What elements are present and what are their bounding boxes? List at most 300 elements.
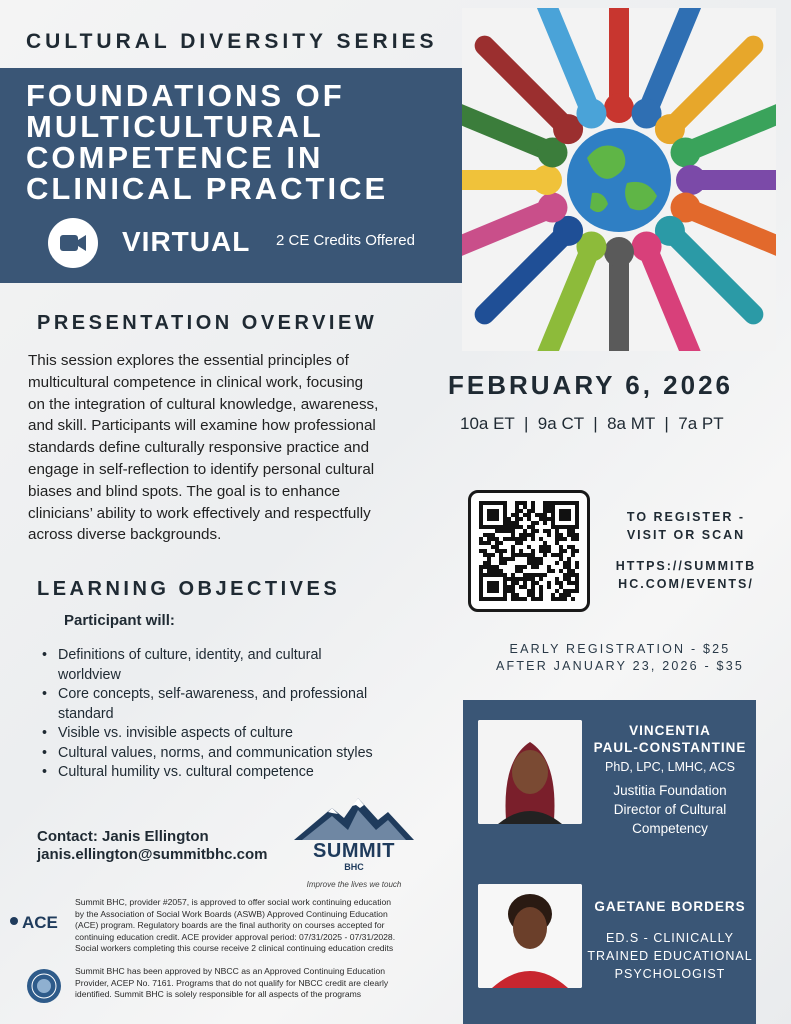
- register-line: TO REGISTER -: [626, 510, 746, 524]
- qr-module: [575, 533, 579, 537]
- qr-module: [499, 541, 503, 545]
- qr-module: [555, 589, 559, 593]
- overview-heading: PRESENTATION OVERVIEW: [37, 312, 378, 334]
- qr-module: [531, 553, 535, 557]
- qr-module: [547, 501, 551, 505]
- hand-palm: [632, 232, 662, 262]
- qr-module: [491, 569, 495, 573]
- item-line: • Cultural humility vs. cultural competence: [58, 764, 314, 780]
- qr-module: [555, 597, 559, 601]
- qr-module: [511, 529, 515, 533]
- qr-module: [515, 525, 519, 529]
- qr-module: [539, 589, 543, 593]
- qr-module: [515, 597, 519, 601]
- qr-module: [519, 569, 523, 573]
- qr-module: [551, 569, 555, 573]
- qr-module: [527, 577, 531, 581]
- qr-module: [519, 549, 523, 553]
- speaker-role: TRAINED EDUCATIONAL: [587, 949, 753, 963]
- speaker-role: Competency: [632, 821, 708, 836]
- qr-module: [519, 533, 523, 537]
- qr-module: [567, 561, 571, 565]
- qr-module: [487, 561, 491, 565]
- qr-module: [555, 581, 559, 585]
- qr-module: [503, 561, 507, 565]
- qr-module: [495, 549, 499, 553]
- qr-module: [531, 585, 535, 589]
- list-item: [40, 744, 400, 764]
- qr-module: [547, 505, 551, 509]
- speaker-name: VINCENTIA: [629, 723, 711, 738]
- qr-module: [563, 597, 567, 601]
- qr-module: [491, 565, 495, 569]
- qr-module: [511, 577, 515, 581]
- hand-palm: [676, 165, 706, 195]
- qr-finder-center: [487, 581, 499, 593]
- qr-module: [495, 537, 499, 541]
- qr-module: [487, 537, 491, 541]
- qr-module: [575, 589, 579, 593]
- qr-module: [547, 565, 551, 569]
- qr-module: [527, 533, 531, 537]
- qr-module: [559, 557, 563, 561]
- qr-module: [527, 517, 531, 521]
- qr-module: [531, 577, 535, 581]
- qr-module: [563, 549, 567, 553]
- qr-module: [539, 517, 543, 521]
- fine-line: (ACE) program. Regulatory boards are the final authority on courses accepted for: [75, 920, 385, 931]
- qr-module: [539, 561, 543, 565]
- qr-module: [535, 513, 539, 517]
- title-line: CLINICAL PRACTICE: [26, 171, 389, 206]
- qr-module: [539, 597, 543, 601]
- qr-module: [511, 585, 515, 589]
- overview-text: [28, 350, 428, 546]
- fine-line: continuing education credit. ACE provider approval period: 07/31/2025 - 07/31/2028.: [75, 931, 396, 942]
- objectives-list: [40, 646, 400, 783]
- qr-module: [575, 577, 579, 581]
- qr-module: [523, 537, 527, 541]
- hand-arm: [462, 107, 547, 150]
- qr-module: [531, 561, 535, 565]
- qr-module: [539, 537, 543, 541]
- qr-module: [547, 585, 551, 589]
- qr-module: [567, 569, 571, 573]
- qr-module: [507, 521, 511, 525]
- event-times: 10a ET | 9a CT | 8a MT | 7a PT: [460, 414, 724, 433]
- logo-sub: BHC: [344, 862, 364, 872]
- qr-module: [499, 561, 503, 565]
- qr-module: [559, 593, 563, 597]
- qr-module: [535, 529, 539, 533]
- late-price: AFTER JANUARY 23, 2026 - $35: [495, 659, 745, 673]
- qr-module: [567, 533, 571, 537]
- qr-module: [507, 585, 511, 589]
- qr-module: [499, 569, 503, 573]
- qr-module: [519, 565, 523, 569]
- qr-module: [515, 541, 519, 545]
- item-line: • Visible vs. invisible aspects of culture: [58, 725, 293, 741]
- overview-line: clinicians’ ability to work effectively and respectfully: [28, 504, 371, 522]
- qr-module: [523, 533, 527, 537]
- qr-module: [559, 537, 563, 541]
- qr-module: [543, 573, 547, 577]
- contact-block: [37, 828, 268, 864]
- url-line[interactable]: HC.COM/EVENTS/: [618, 577, 754, 591]
- qr-module: [559, 581, 563, 585]
- hand-arm: [485, 46, 564, 125]
- qr-module: [543, 545, 547, 549]
- qr-module: [531, 593, 535, 597]
- qr-module: [487, 565, 491, 569]
- overview-line: biases and blind spots. The goal is to enhance: [28, 482, 341, 500]
- qr-module: [551, 597, 555, 601]
- qr-module: [531, 557, 535, 561]
- qr-module: [511, 557, 515, 561]
- qr-module: [547, 517, 551, 521]
- qr-module: [503, 557, 507, 561]
- qr-module: [527, 553, 531, 557]
- logo-tagline: Improve the lives we touch: [306, 880, 402, 889]
- overview-line: and skill. Participants will examine how professional: [28, 417, 376, 435]
- overview-line: across diverse backgrounds.: [28, 526, 222, 544]
- qr-module: [539, 593, 543, 597]
- qr-module: [555, 541, 559, 545]
- qr-module: [531, 501, 535, 505]
- qr-module: [527, 545, 531, 549]
- qr-module: [547, 545, 551, 549]
- qr-module: [535, 561, 539, 565]
- qr-module: [483, 561, 487, 565]
- qr-module: [555, 561, 559, 565]
- qr-module: [555, 553, 559, 557]
- qr-module: [511, 537, 515, 541]
- speaker-name: GAETANE BORDERS: [594, 899, 746, 914]
- hand-arm: [546, 252, 589, 351]
- qr-module: [483, 541, 487, 545]
- qr-module: [575, 581, 579, 585]
- qr-module: [515, 565, 519, 569]
- register-line: VISIT OR SCAN: [626, 528, 746, 542]
- hand-arm: [485, 235, 564, 314]
- qr-module: [559, 545, 563, 549]
- qr-module: [515, 521, 519, 525]
- qr-module: [575, 573, 579, 577]
- ace-logo: [8, 910, 68, 936]
- qr-module: [571, 589, 575, 593]
- qr-module: [503, 537, 507, 541]
- qr-module: [507, 589, 511, 593]
- qr-module: [491, 545, 495, 549]
- qr-module: [555, 529, 559, 533]
- qr-module: [563, 537, 567, 541]
- qr-module: [523, 577, 527, 581]
- fine-line: Provider, ACEP No. 7161. Programs that do not qualify for NBCC credit are clearly: [75, 977, 389, 988]
- qr-module: [539, 545, 543, 549]
- qr-module: [515, 593, 519, 597]
- qr-module: [543, 505, 547, 509]
- qr-module: [511, 573, 515, 577]
- qr-module: [575, 565, 579, 569]
- qr-module: [519, 525, 523, 529]
- qr-module: [547, 581, 551, 585]
- hand-arm: [649, 252, 692, 351]
- qr-module: [527, 593, 531, 597]
- qr-module: [567, 581, 571, 585]
- qr-module: [483, 533, 487, 537]
- qr-module: [507, 557, 511, 561]
- qr-module: [511, 549, 515, 553]
- item-line: • Definitions of culture, identity, and cultural: [58, 647, 322, 663]
- qr-module: [547, 549, 551, 553]
- qr-module: [535, 573, 539, 577]
- qr-module: [483, 553, 487, 557]
- qr-module: [507, 577, 511, 581]
- qr-module: [575, 537, 579, 541]
- qr-module: [539, 557, 543, 561]
- fine-line: Social workers completing this course receive 2 clinical continuing education credits: [75, 943, 394, 954]
- qr-module: [547, 569, 551, 573]
- ace-disclaimer: [75, 897, 453, 955]
- qr-module: [567, 577, 571, 581]
- overview-line: on the integration of cultural knowledge, awareness,: [28, 395, 379, 413]
- register-url[interactable]: [600, 557, 772, 593]
- qr-module: [527, 525, 531, 529]
- globe-icon: [567, 128, 671, 232]
- objectives-heading: LEARNING OBJECTIVES: [37, 578, 341, 600]
- hand-arm: [462, 210, 547, 253]
- qr-module: [487, 553, 491, 557]
- qr-module: [495, 541, 499, 545]
- qr-module: [539, 513, 543, 517]
- item-line: worldview: [58, 666, 121, 683]
- speaker-credentials: PhD, LPC, LMHC, ACS: [605, 760, 735, 774]
- fine-line: identified. Summit BHC is solely responsible for all aspects of the programs: [75, 989, 362, 1000]
- early-price: EARLY REGISTRATION - $25: [509, 642, 731, 656]
- event-date: FEBRUARY 6, 2026: [448, 370, 733, 400]
- qr-module: [511, 545, 515, 549]
- qr-module: [571, 597, 575, 601]
- speaker-name: PAUL-CONSTANTINE: [593, 740, 747, 755]
- qr-module: [539, 577, 543, 581]
- list-item: [40, 685, 400, 724]
- qr-module: [547, 509, 551, 513]
- objectives-intro: Participant will:: [64, 612, 175, 629]
- speaker-2-info: [586, 898, 754, 983]
- qr-module: [575, 561, 579, 565]
- qr-module: [523, 553, 527, 557]
- qr-module: [555, 577, 559, 581]
- hand-palm: [532, 165, 562, 195]
- qr-module: [523, 573, 527, 577]
- qr-module: [543, 529, 547, 533]
- qr-module: [511, 525, 515, 529]
- qr-module: [531, 505, 535, 509]
- qr-module: [495, 569, 499, 573]
- qr-module: [543, 517, 547, 521]
- qr-module: [507, 529, 511, 533]
- qr-module: [515, 577, 519, 581]
- qr-module: [511, 581, 515, 585]
- qr-module: [483, 549, 487, 553]
- qr-module: [527, 557, 531, 561]
- qr-module: [567, 593, 571, 597]
- hand-arm: [546, 8, 589, 108]
- contact-name: Contact: Janis Ellington: [37, 828, 209, 845]
- qr-module: [511, 553, 515, 557]
- qr-module: [571, 569, 575, 573]
- speaker-role: Justitia Foundation: [613, 783, 727, 798]
- qr-module: [543, 541, 547, 545]
- qr-module: [543, 521, 547, 525]
- hand-arm: [691, 210, 776, 253]
- qr-module: [571, 573, 575, 577]
- qr-module: [531, 573, 535, 577]
- qr-module: [535, 557, 539, 561]
- qr-module: [559, 553, 563, 557]
- hand-palm: [604, 93, 634, 123]
- qr-module: [559, 549, 563, 553]
- qr-module: [515, 553, 519, 557]
- qr-module: [519, 553, 523, 557]
- qr-module: [539, 573, 543, 577]
- series-title: CULTURAL DIVERSITY SERIES: [26, 30, 438, 53]
- nbcc-seal-icon: [26, 968, 62, 1004]
- qr-module: [487, 557, 491, 561]
- qr-module: [515, 501, 519, 505]
- qr-module: [531, 581, 535, 585]
- speaker-role: ED.S - CLINICALLY: [606, 931, 734, 945]
- qr-finder-center: [487, 509, 499, 521]
- qr-module: [543, 501, 547, 505]
- qr-module: [523, 513, 527, 517]
- qr-module: [507, 537, 511, 541]
- qr-module: [519, 541, 523, 545]
- qr-module: [515, 513, 519, 517]
- qr-module: [571, 529, 575, 533]
- item-line: • Core concepts, self-awareness, and professional: [58, 686, 368, 702]
- qr-module: [479, 541, 483, 545]
- qr-module: [563, 565, 567, 569]
- qr-module: [507, 525, 511, 529]
- qr-module: [495, 545, 499, 549]
- qr-module: [515, 517, 519, 521]
- qr-module: [499, 549, 503, 553]
- qr-module: [571, 545, 575, 549]
- qr-module: [491, 533, 495, 537]
- qr-module: [479, 565, 483, 569]
- qr-module: [511, 597, 515, 601]
- ace-logo-text: ACE: [22, 913, 58, 932]
- qr-module: [559, 597, 563, 601]
- item-line: • Cultural values, norms, and communication styles: [58, 744, 373, 761]
- hand-arm: [691, 107, 776, 150]
- format-label: VIRTUAL: [122, 226, 251, 257]
- contact-email[interactable]: janis.ellington@summitbhc.com: [37, 846, 268, 863]
- qr-module: [523, 529, 527, 533]
- qr-module: [519, 585, 523, 589]
- qr-module: [527, 573, 531, 577]
- qr-module: [523, 501, 527, 505]
- qr-module: [531, 589, 535, 593]
- qr-module: [575, 585, 579, 589]
- hand-arm: [674, 46, 753, 125]
- list-item: [40, 763, 400, 783]
- qr-module: [479, 537, 483, 541]
- qr-module: [487, 569, 491, 573]
- hand-palm: [537, 193, 567, 223]
- list-item: [40, 646, 400, 685]
- qr-module: [563, 573, 567, 577]
- fine-line: Summit BHC has been approved by NBCC as an Approved Continuing Education: [75, 966, 386, 976]
- qr-module: [499, 553, 503, 557]
- qr-module: [523, 505, 527, 509]
- overview-line: multicultural competence in clinical work, focusing: [28, 373, 364, 391]
- speaker-1-info: [586, 722, 754, 838]
- hand-palm: [576, 98, 606, 128]
- qr-module: [503, 529, 507, 533]
- qr-code[interactable]: [468, 490, 590, 612]
- qr-module: [511, 589, 515, 593]
- qr-module: [527, 561, 531, 565]
- qr-module: [567, 573, 571, 577]
- qr-module: [531, 521, 535, 525]
- speaker-role: Director of Cultural: [613, 802, 727, 817]
- qr-module: [539, 549, 543, 553]
- qr-module: [519, 509, 523, 513]
- title-line: COMPETENCE IN: [26, 140, 324, 175]
- qr-module: [523, 585, 527, 589]
- qr-module: [503, 549, 507, 553]
- qr-module: [531, 533, 535, 537]
- qr-module: [535, 581, 539, 585]
- qr-module: [523, 581, 527, 585]
- qr-module: [559, 569, 563, 573]
- item-line: standard: [58, 705, 114, 722]
- overview-line: This session explores the essential principles of: [28, 352, 349, 369]
- qr-module: [523, 565, 527, 569]
- qr-module: [567, 557, 571, 561]
- title-line: MULTICULTURAL: [26, 109, 324, 144]
- qr-module: [515, 569, 519, 573]
- qr-module: [571, 581, 575, 585]
- qr-module: [483, 565, 487, 569]
- speaker-role: PSYCHOLOGIST: [614, 967, 726, 981]
- qr-module: [563, 577, 567, 581]
- qr-module: [567, 529, 571, 533]
- qr-module: [535, 521, 539, 525]
- qr-module: [531, 597, 535, 601]
- qr-module: [571, 553, 575, 557]
- overview-line: engage in self-reflection to identify personal cultural: [28, 460, 375, 478]
- qr-module: [543, 553, 547, 557]
- overview-line: standards define culturally responsive practice and: [28, 439, 370, 457]
- hands-globe-image: [462, 8, 776, 351]
- qr-module: [567, 589, 571, 593]
- qr-module: [567, 565, 571, 569]
- qr-module: [491, 537, 495, 541]
- qr-module: [479, 569, 483, 573]
- hand-palm: [604, 237, 634, 267]
- qr-module: [519, 517, 523, 521]
- speaker-photo: [478, 720, 582, 824]
- qr-module: [487, 533, 491, 537]
- url-line[interactable]: HTTPS://SUMMITB: [615, 559, 757, 573]
- qr-module: [531, 529, 535, 533]
- qr-module: [519, 501, 523, 505]
- qr-module: [519, 597, 523, 601]
- qr-module: [527, 589, 531, 593]
